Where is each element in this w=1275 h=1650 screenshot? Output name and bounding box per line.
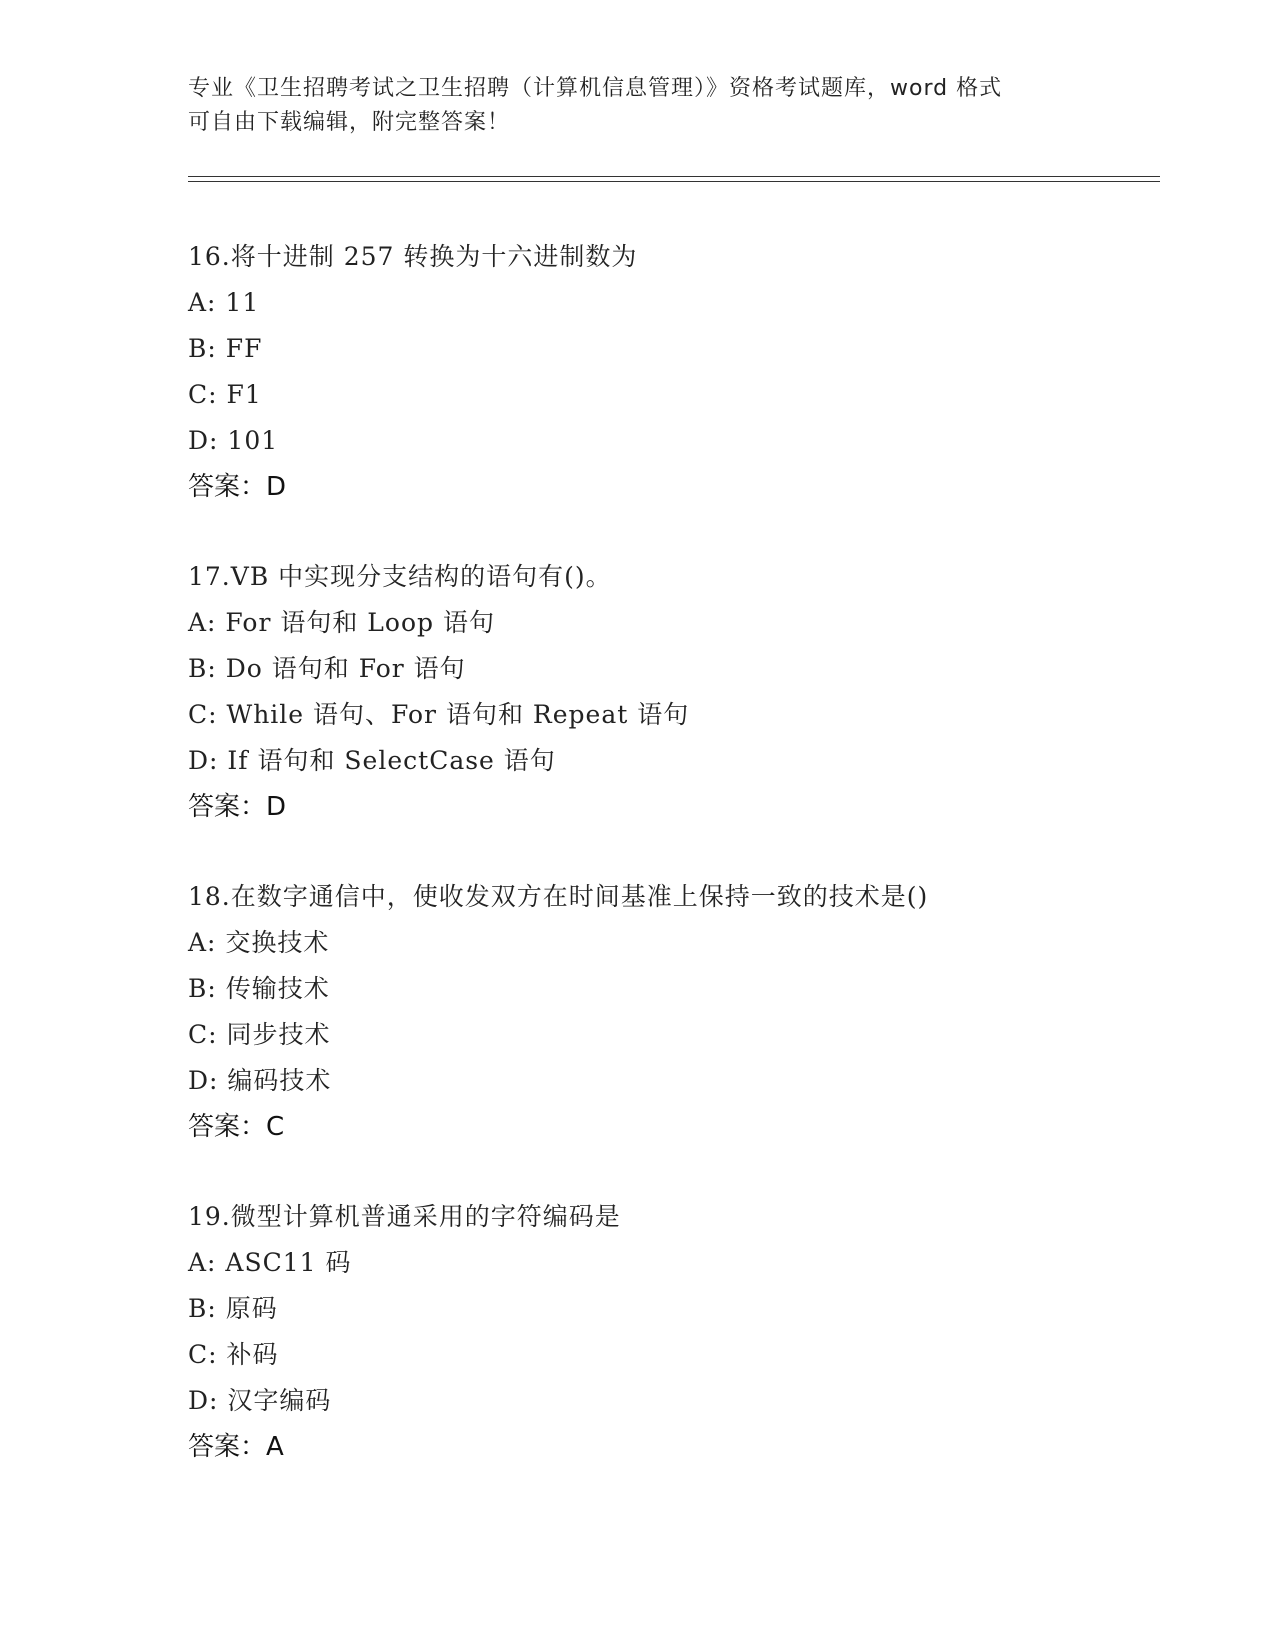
question-17	[188, 554, 1148, 830]
option-c: C: 补码	[188, 1340, 279, 1369]
question-stem: 19.微型计算机普通采用的字符编码是	[188, 1202, 621, 1231]
question-16	[188, 234, 1148, 510]
header-line-1: 专业《卫生招聘考试之卫生招聘（计算机信息管理）》资格考试题库，word 格式	[188, 76, 1003, 101]
option-d: D: 汉字编码	[188, 1386, 332, 1415]
option-a: A: 11	[188, 288, 260, 317]
option-a: A: 交换技术	[188, 928, 330, 957]
question-18	[188, 874, 1148, 1150]
answer: 答案：C	[188, 1112, 285, 1142]
header-line-2: 可自由下载编辑，附完整答案！	[188, 110, 511, 135]
question-stem: 16.将十进制 257 转换为十六进制数为	[188, 242, 638, 271]
question-stem: 17.VB 中实现分支结构的语句有()。	[188, 562, 612, 591]
option-d: D: If 语句和 SelectCase 语句	[188, 746, 556, 775]
document-header	[188, 72, 1088, 140]
option-c: C: F1	[188, 380, 262, 409]
option-b: B: 原码	[188, 1294, 278, 1323]
option-d: D: 101	[188, 426, 279, 455]
question-19	[188, 1194, 1148, 1470]
answer: 答案：D	[188, 792, 287, 822]
question-stem: 18.在数字通信中，使收发双方在时间基准上保持一致的技术是()	[188, 882, 929, 911]
option-a: A: For 语句和 Loop 语句	[188, 608, 495, 637]
option-d: D: 编码技术	[188, 1066, 332, 1095]
option-b: B: Do 语句和 For 语句	[188, 654, 466, 683]
option-c: C: While 语句、For 语句和 Repeat 语句	[188, 700, 690, 729]
option-c: C: 同步技术	[188, 1020, 331, 1049]
option-b: B: 传输技术	[188, 974, 330, 1003]
header-divider-top	[188, 176, 1160, 177]
option-a: A: ASC11 码	[188, 1248, 352, 1277]
option-b: B: FF	[188, 334, 263, 363]
header-divider-bottom	[188, 181, 1160, 182]
answer: 答案：A	[188, 1432, 284, 1462]
answer: 答案：D	[188, 472, 287, 502]
